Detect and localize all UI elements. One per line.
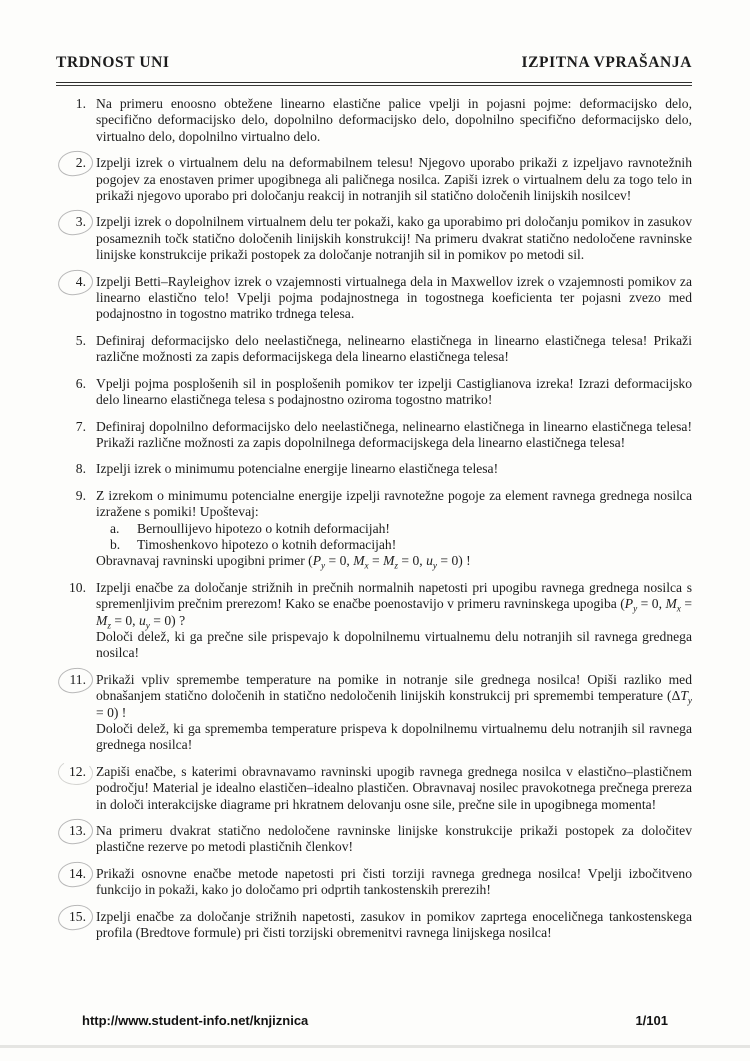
question-number: 1. <box>75 96 86 111</box>
question-subitem <box>96 521 692 537</box>
question-number: 6. <box>75 375 86 391</box>
question-number: 8. <box>75 461 86 477</box>
question-text: Izpelji enačbe za določanje strižnih napetosti, zasukov in pomikov zaprtega enoceličnega tankostenskega profila (Bredtove formule) pri čisti torzijski obremenitvi ravnega linijskega nosilca! <box>96 908 692 941</box>
question-item <box>56 672 692 754</box>
question-item <box>56 580 692 662</box>
scan-artifact-band <box>0 1045 750 1048</box>
question-number: 2. <box>56 155 86 204</box>
header-double-rule <box>56 82 692 86</box>
question-text: Izpelji Betti–Rayleighov izrek o vzajemnosti virtualnega dela in Maxwellov izrek o vzajemnosti pomikov za linearno elastično telo! Vpelji pojma podajnostnega in togostnega koeficienta ter pojasni zvezo med podajnostno in togostno matriko trdnega telesa. <box>96 273 692 322</box>
question-number: 3. <box>56 214 86 263</box>
question-text: Prikaži vpliv spremembe temperature na pomike in notranje sile grednega nosilca! Opiši razliko med obnašanjem statično določenih in statično nedoločenih linijskih konstrukcij pri spremembi temperature $(\Delta T_y = 0)$ ! <box>96 671 692 720</box>
question-text: Zapiši enačbe, s katerimi obravnavamo ravninski upogib ravnega grednega nosilca v elastično–plastičnem področju! Material je idealno elastičen–idealno plastičen. Obravnavaj nosilec pravokotnega prečnega prereza in določi interakcijske diagrame pri hkratnem delovanju osne sile, prečne sile in upogibnega momenta! <box>96 763 692 812</box>
question-item <box>56 764 692 813</box>
question-item <box>56 419 692 452</box>
subitem-label: a. <box>110 520 120 536</box>
question-item <box>56 274 692 323</box>
question-number: 12. <box>56 764 86 813</box>
question-text: Izpelji izrek o virtualnem delu na deformabilnem telesu! Njegovo uporabo prikaži z izpeljavo ravnotežnih pogojev za enostaven primer upogibnega ali paličnega nosilca. Zapiši izrek o virtualnem delu za togo telo in prikaži njegovo uporabo pri določanju reakcij in notranjih sil statično določenih linijskih nosilcev! <box>96 155 692 204</box>
question-item <box>56 333 692 366</box>
question-item <box>56 96 692 145</box>
question-text: Obravnavaj ravninski upogibni primer ($P_y = 0$, $M_x = M_z = 0$, $u_y = 0$) ! <box>96 553 471 572</box>
question-text: Definiraj deformacijsko delo neelastičnega, nelinearno elastičnega in linearno elastičnega telesa! Prikaži različne možnosti za zapis deformacijskega dela linearno elastičnega telesa! <box>96 332 692 365</box>
question-number: 4. <box>56 274 86 323</box>
question-item <box>56 866 692 899</box>
question-item <box>56 488 692 570</box>
subitem-text: Timoshenkovo hipotezo o kotnih deformacijah! <box>137 536 397 552</box>
question-number: 14. <box>56 866 86 899</box>
header-course-title: TRDNOST UNI <box>56 54 170 71</box>
question-text: Na primeru dvakrat statično nedoločene ravninske linijske konstrukcije prikaži postopek za določitev plastične rezerve po metodi plastičnih členkov! <box>96 823 692 855</box>
question-item <box>56 909 692 942</box>
question-number: 10. <box>69 579 86 595</box>
question-number: 9. <box>75 487 86 503</box>
question-text: Vpelji pojma posplošenih sil in posplošenih pomikov ter izpelji Castiglianova izreka! Izrazi deformacijsko delo linearno elastičnega telesa s podajnostno oziroma togostno matriko! <box>96 375 692 408</box>
footer-page-number: 1/101 <box>635 1013 668 1028</box>
question-item <box>56 214 692 263</box>
question-text: Določi delež, ki ga sprememba temperature prispeva k dopolnilnemu virtualnemu delu notranjih sil ravnega grednega nosilca! <box>96 721 692 753</box>
header-document-title: IZPITNA VPRAŠANJA <box>521 54 692 71</box>
question-list <box>56 96 692 951</box>
question-text: Prikaži osnovne enačbe metode napetosti pri čisti torziji ravnega grednega nosilca! Vpelji izbočitveno funkcijo in pokaži, kako jo določamo pri odprtih tankostenskih prerezih! <box>96 865 692 898</box>
subitem-label: b. <box>110 536 121 552</box>
question-item <box>56 461 692 477</box>
question-text: Izpelji enačbe za določanje strižnih in prečnih normalnih napetosti pri upogibu ravnega grednega nosilca s spremenljivim prečnim prerezom! Kako se enačbe poenostavijo v primeru ravninskega upogiba ($P_y = 0$, $M_x = M_z = 0$, $u_y = 0$) ? <box>96 579 693 631</box>
question-item <box>56 376 692 409</box>
question-text: Izpelji izrek o dopolnilnem virtualnem delu ter pokaži, kako ga uporabimo pri določanju pomikov in zasukov posameznih točk statično določenih linijskih konstrukcij! Na primeru dvakrat statično nedoločene ravninske linijske konstrukcije prikaži postopek za določanje notranjih sil in pomikov po metodi sil. <box>96 214 692 263</box>
question-text: Na primeru enoosno obtežene linearno elastične palice vpelji in pojasni pojme: deformacijsko delo, specifično deformacijsko delo, dopolnilno deformacijsko delo, dopolnilno specifično deformacijsko delo, virtualno delo, dopolnilno virtualno delo. <box>96 96 692 144</box>
question-text: Z izrekom o minimumu potencialne energije izpelji ravnotežne pogoje za element ravnega grednega nosilca izražene s pomiki! Upoštevaj: <box>96 487 692 520</box>
question-number: 5. <box>75 332 86 348</box>
question-text: Določi delež, ki ga prečne sile prispevajo k dopolnilnemu virtualnemu delu notranjih sil ravnega grednega nosilca! <box>96 628 692 661</box>
page-footer <box>82 1013 668 1028</box>
page-header <box>56 54 692 72</box>
question-text: Definiraj dopolnilno deformacijsko delo neelastičnega, nelinearno elastičnega in linearno elastičnega telesa! Prikaži različne možnosti za zapis dopolnilnega deformacijskega dela linearno elastičnega telesa! <box>96 418 692 450</box>
subitem-text: Bernoullijevo hipotezo o kotnih deformacijah! <box>137 520 390 536</box>
question-number: 7. <box>75 418 86 434</box>
footer-url: http://www.student-info.net/knjiznica <box>82 1013 309 1028</box>
question-number: 11. <box>56 672 86 754</box>
question-text: Izpelji izrek o minimumu potencialne energije linearno elastičnega telesa! <box>96 461 499 477</box>
question-item <box>56 155 692 204</box>
question-item <box>56 823 692 856</box>
question-number: 13. <box>56 823 86 856</box>
question-subitem <box>96 537 692 553</box>
question-number: 15. <box>56 909 86 942</box>
